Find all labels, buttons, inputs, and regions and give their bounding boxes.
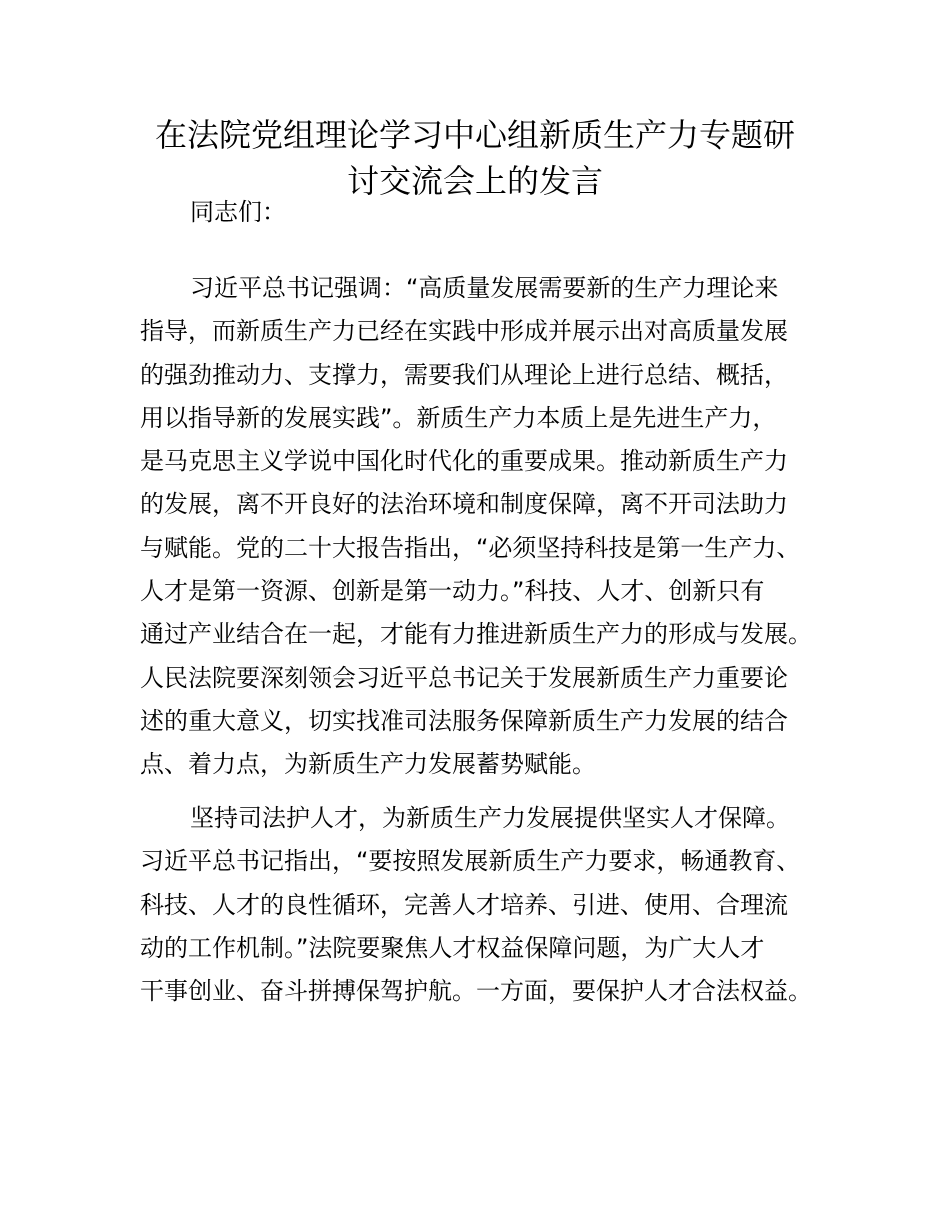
paragraph-line: 干事创业、奋斗拼搏保驾护航。一方面，要保护人才合法权益。 [140,977,812,1006]
paragraph-line: 人才是第一资源、创新是第一动力。”科技、人才、创新只有 [140,577,765,606]
paragraph-line: 通过产业结合在一起，才能有力推进新质生产力的形成与发展。 [140,620,812,649]
paragraph-line: 的强劲推动力、支撑力，需要我们从理论上进行总结、概括， [140,360,788,389]
title-line: 在法院党组理论学习中心组新质生产力专题研 [154,116,795,154]
paragraph-line: 动的工作机制。”法院要聚焦人才权益保障问题，为广大人才 [140,933,765,962]
paragraph-line: 用以指导新的发展实践”。新质生产力本质上是先进生产力， [140,403,777,432]
paragraph-line: 是马克思主义学说中国化时代化的重要成果。推动新质生产力 [140,447,788,476]
paragraph-line: 点、着力点，为新质生产力发展蓄势赋能。 [140,750,596,779]
paragraph-line: 与赋能。党的二十大报告指出，“必须坚持科技是第一生产力、 [140,533,801,562]
paragraph-line: 习近平总书记强调：“高质量发展需要新的生产力理论来 [190,274,779,302]
greeting: 同志们： [190,198,286,226]
paragraph-line: 习近平总书记指出，“要按照发展新质生产力要求，畅通教育、 [140,847,801,876]
paragraph-line: 的发展，离不开良好的法治环境和制度保障，离不开司法助力 [140,490,788,519]
paragraph-line: 述的重大意义，切实找准司法服务保障新质生产力发展的结合 [140,706,788,735]
paragraph-line: 坚持司法护人才，为新质生产力发展提供坚实人才保障。 [190,804,790,832]
paragraph-line: 人民法院要深刻领会习近平总书记关于发展新质生产力重要论 [140,663,788,692]
paragraph-line: 科技、人才的良性循环，完善人才培养、引进、使用、合理流 [140,890,788,919]
paragraph-1 [140,267,820,787]
paragraph-2 [140,797,820,1013]
paragraph-line: 指导，而新质生产力已经在实践中形成并展示出对高质量发展 [140,317,788,346]
title-line: 讨交流会上的发言 [346,162,603,200]
